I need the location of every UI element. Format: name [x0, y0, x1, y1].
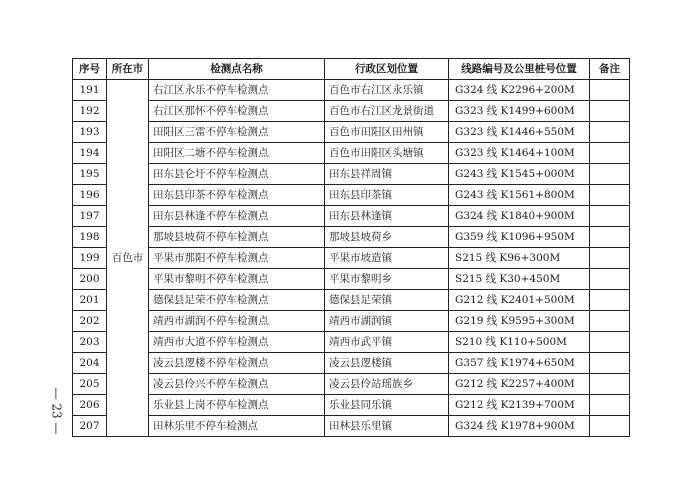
table-row [73, 101, 630, 122]
row-no: 201 [73, 290, 107, 311]
table-body [73, 80, 630, 437]
row-no: 198 [73, 227, 107, 248]
row-admin-location: 靖西市湖润镇 [325, 311, 449, 332]
row-note [590, 80, 630, 101]
row-no: 204 [73, 353, 107, 374]
row-point-name: 平果市那阳不停车检测点 [149, 248, 325, 269]
table-row [73, 332, 630, 353]
row-point-name: 凌云县伶兴不停车检测点 [149, 374, 325, 395]
row-point-name: 田阳区三雷不停车检测点 [149, 122, 325, 143]
table-header-row [73, 59, 630, 80]
row-point-name: 平果市黎明不停车检测点 [149, 269, 325, 290]
row-admin-location: 德保县足荣镇 [325, 290, 449, 311]
table-row [73, 143, 630, 164]
row-no: 203 [73, 332, 107, 353]
row-no: 195 [73, 164, 107, 185]
row-note [590, 248, 630, 269]
table-row [73, 416, 630, 437]
row-route-code: G324 线 K1978+900M [449, 416, 590, 437]
row-point-name: 田东县印茶不停车检测点 [149, 185, 325, 206]
header-route-code: 线路编号及公里桩号位置 [449, 59, 590, 80]
row-note [590, 374, 630, 395]
table-row [73, 353, 630, 374]
row-point-name: 田林乐里不停车检测点 [149, 416, 325, 437]
row-point-name: 乐业县上岗不停车检测点 [149, 395, 325, 416]
row-no: 196 [73, 185, 107, 206]
row-route-code: S215 线 K96+300M [449, 248, 590, 269]
table-row [73, 290, 630, 311]
row-admin-location: 乐业县同乐镇 [325, 395, 449, 416]
row-no: 193 [73, 122, 107, 143]
row-no: 197 [73, 206, 107, 227]
row-admin-location: 平果市黎明乡 [325, 269, 449, 290]
table-row [73, 311, 630, 332]
row-no: 194 [73, 143, 107, 164]
row-no: 202 [73, 311, 107, 332]
row-point-name: 右江区永乐不停车检测点 [149, 80, 325, 101]
row-admin-location: 百色市右江区永乐镇 [325, 80, 449, 101]
row-route-code: G323 线 K1499+600M [449, 101, 590, 122]
row-point-name: 田阳区二塘不停车检测点 [149, 143, 325, 164]
row-admin-location: 那坡县坡荷乡 [325, 227, 449, 248]
row-note [590, 353, 630, 374]
row-route-code: G324 线 K2296+200M [449, 80, 590, 101]
row-route-code: S215 线 K30+450M [449, 269, 590, 290]
row-route-code: G323 线 K1446+550M [449, 122, 590, 143]
table-row [73, 185, 630, 206]
row-admin-location: 田东县印茶镇 [325, 185, 449, 206]
row-route-code: G357 线 K1974+650M [449, 353, 590, 374]
row-note [590, 269, 630, 290]
row-route-code: G219 线 K9595+300M [449, 311, 590, 332]
row-no: 205 [73, 374, 107, 395]
row-note [590, 164, 630, 185]
table-row [73, 206, 630, 227]
row-admin-location: 凌云县逻楼镇 [325, 353, 449, 374]
city-cell: 百色市 [107, 80, 149, 437]
row-note [590, 395, 630, 416]
row-admin-location: 田林县乐里镇 [325, 416, 449, 437]
row-no: 192 [73, 101, 107, 122]
row-note [590, 311, 630, 332]
row-admin-location: 凌云县伶站瑶族乡 [325, 374, 449, 395]
table-row [73, 269, 630, 290]
row-admin-location: 靖西市武平镇 [325, 332, 449, 353]
table-row [73, 227, 630, 248]
page-number-text: — 23 — [49, 387, 63, 435]
row-route-code: G212 线 K2139+700M [449, 395, 590, 416]
row-route-code: G243 线 K1545+000M [449, 164, 590, 185]
row-note [590, 290, 630, 311]
header-city: 所在市 [107, 59, 149, 80]
row-admin-location: 平果市坡造镇 [325, 248, 449, 269]
row-route-code: G324 线 K1840+900M [449, 206, 590, 227]
inspection-points-table [72, 58, 630, 437]
row-note [590, 416, 630, 437]
row-route-code: G243 线 K1561+800M [449, 185, 590, 206]
row-route-code: G212 线 K2401+500M [449, 290, 590, 311]
row-admin-location: 田东县林逢镇 [325, 206, 449, 227]
row-note [590, 227, 630, 248]
row-note [590, 101, 630, 122]
row-point-name: 凌云县逻楼不停车检测点 [149, 353, 325, 374]
header-point-name: 检测点名称 [149, 59, 325, 80]
header-admin-location: 行政区划位置 [325, 59, 449, 80]
row-route-code: S210 线 K110+500M [449, 332, 590, 353]
row-note [590, 206, 630, 227]
row-point-name: 田东县林逢不停车检测点 [149, 206, 325, 227]
table-row [73, 80, 630, 101]
row-route-code: G212 线 K2257+400M [449, 374, 590, 395]
row-point-name: 靖西市大道不停车检测点 [149, 332, 325, 353]
row-admin-location: 田东县祥周镇 [325, 164, 449, 185]
row-note [590, 332, 630, 353]
table-row [73, 395, 630, 416]
header-no: 序号 [73, 59, 107, 80]
row-note [590, 122, 630, 143]
row-no: 199 [73, 248, 107, 269]
row-point-name: 右江区那怀不停车检测点 [149, 101, 325, 122]
page-number [46, 386, 66, 436]
table-row [73, 122, 630, 143]
table-row [73, 374, 630, 395]
row-admin-location: 百色市田阳区头塘镇 [325, 143, 449, 164]
row-no: 191 [73, 80, 107, 101]
row-no: 200 [73, 269, 107, 290]
row-point-name: 靖西市湖润不停车检测点 [149, 311, 325, 332]
row-admin-location: 百色市田阳区田州镇 [325, 122, 449, 143]
row-point-name: 那坡县坡荷不停车检测点 [149, 227, 325, 248]
row-no: 207 [73, 416, 107, 437]
row-note [590, 143, 630, 164]
table-row [73, 248, 630, 269]
row-note [590, 185, 630, 206]
row-route-code: G323 线 K1464+100M [449, 143, 590, 164]
row-route-code: G359 线 K1096+950M [449, 227, 590, 248]
table-row [73, 164, 630, 185]
row-admin-location: 百色市右江区龙景街道 [325, 101, 449, 122]
row-point-name: 田东县仑圩不停车检测点 [149, 164, 325, 185]
row-no: 206 [73, 395, 107, 416]
header-note: 备注 [590, 59, 630, 80]
row-point-name: 德保县足荣不停车检测点 [149, 290, 325, 311]
